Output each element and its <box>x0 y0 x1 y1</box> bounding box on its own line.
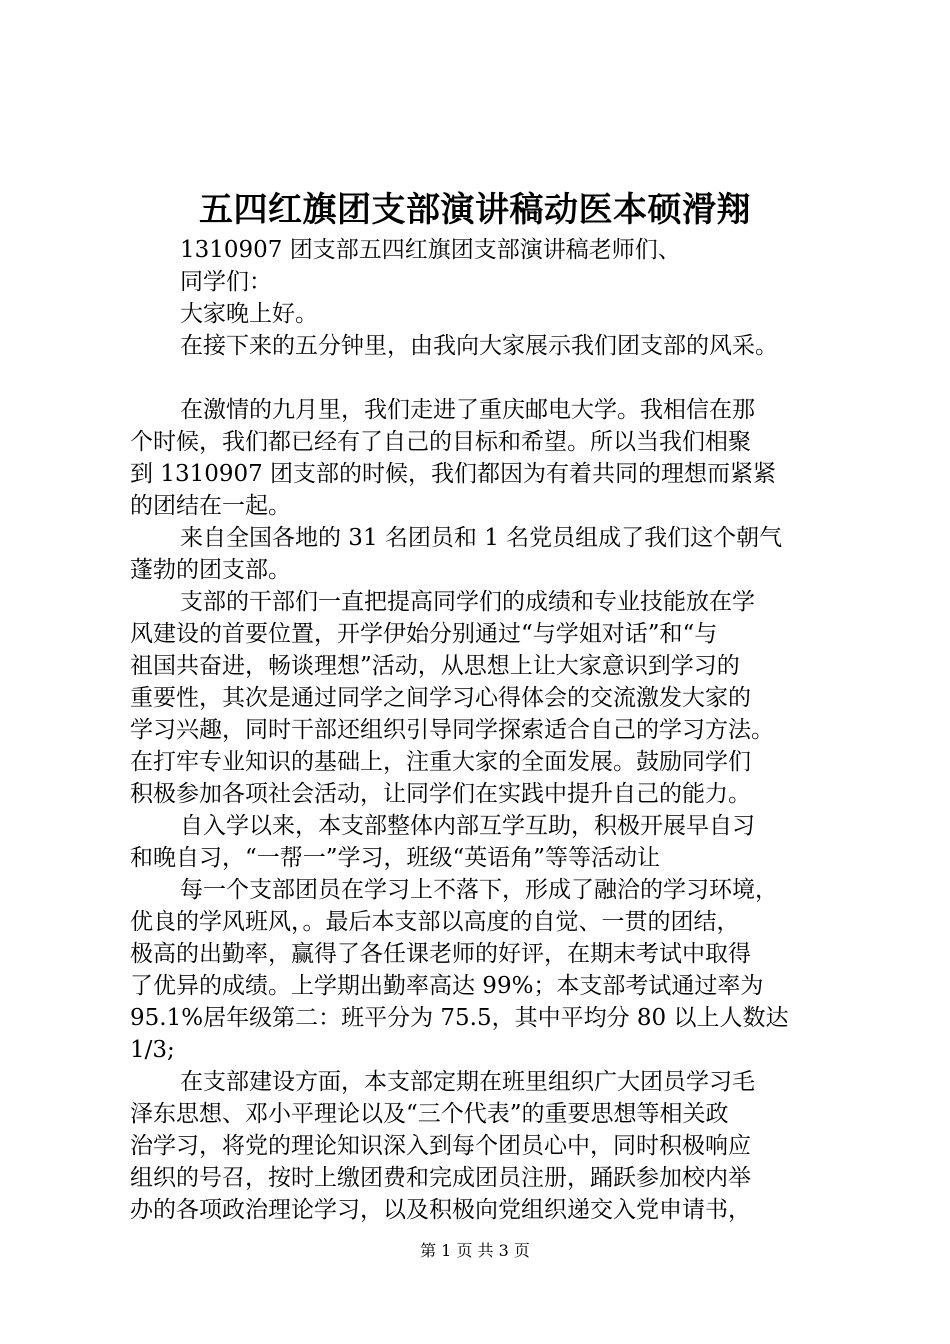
body-line: 每一个支部团员在学习上不落下，形成了融洽的学习环境， <box>180 877 778 903</box>
page-footer <box>0 1240 950 1262</box>
body-line: 了优异的成绩。上学期出勤率高达 99%；本支部考试通过率为 <box>130 973 764 999</box>
body-line: 在接下来的五分钟里，由我向大家展示我们团支部的风采。 <box>180 333 778 359</box>
body-line: 自入学以来，本支部整体内部互学互助，积极开展早自习 <box>180 813 755 839</box>
body-line: 和晚自习，“一帮一”学习，班级“英语角”等等活动让 <box>130 845 661 871</box>
body-line: 重要性，其次是通过同学之间学习心得体会的交流激发大家的 <box>130 685 751 711</box>
body-line: 祖国共奋进，畅谈理想”活动，从思想上让大家意识到学习的 <box>130 653 740 679</box>
body-line: 办的各项政治理论学习，以及积极向党组织递交入党申请书， <box>130 1197 751 1223</box>
body-line: 支部的干部们一直把提高同学们的成绩和专业技能放在学 <box>180 589 755 615</box>
body-line: 组织的号召，按时上缴团费和完成团员注册，踊跃参加校内举 <box>130 1165 751 1191</box>
body-line: 同学们： <box>180 269 272 295</box>
body-line: 风建设的首要位置，开学伊始分别通过“与学姐对话”和“与 <box>130 621 718 647</box>
body-line: 蓬勃的团支部。 <box>130 557 291 583</box>
page-indicator: 第 1 页 共 3 页 <box>420 1241 530 1260</box>
body-line: 1/3; <box>130 1037 175 1063</box>
body-line: 到 1310907 团支部的时候，我们都因为有着共同的理想而紧紧 <box>130 461 777 487</box>
body-line: 大家晚上好。 <box>180 301 318 327</box>
blank-line <box>130 362 830 394</box>
body-line: 积极参加各项社会活动，让同学们在实践中提升自己的能力。 <box>130 781 751 807</box>
body-line: 来自全国各地的 31 名团员和 1 名党员组成了我们这个朝气 <box>180 525 783 551</box>
document-title: 五四红旗团支部演讲稿动医本硕滑翔 <box>199 190 751 230</box>
document-body <box>130 234 830 1226</box>
body-line: 在激情的九月里，我们走进了重庆邮电大学。我相信在那 <box>180 397 755 423</box>
body-line: 在打牢专业知识的基础上，注重大家的全面发展。鼓励同学们 <box>130 749 751 775</box>
body-line: 极高的出勤率，赢得了各任课老师的好评，在期末考试中取得 <box>130 941 751 967</box>
body-line: 泽东思想、邓小平理论以及“三个代表”的重要思想等相关政 <box>130 1101 729 1127</box>
body-line: 在支部建设方面，本支部定期在班里组织广大团员学习毛 <box>180 1069 755 1095</box>
body-line: 1310907 团支部五四红旗团支部演讲稿老师们、 <box>180 237 681 263</box>
body-line: 优良的学风班风，。最后本支部以高度的自觉、一贯的团结， <box>130 909 740 935</box>
body-line: 治学习，将党的理论知识深入到每个团员心中，同时积极响应 <box>130 1133 751 1159</box>
body-line: 学习兴趣，同时干部还组织引导同学探索适合自己的学习方法。 <box>130 717 774 743</box>
body-line: 95.1%居年级第二：班平分为 75.5，其中平均分 80 以上人数达 <box>130 1005 789 1031</box>
body-line: 的团结在一起。 <box>130 493 291 519</box>
body-line: 个时候，我们都已经有了自己的目标和希望。所以当我们相聚 <box>130 429 751 455</box>
